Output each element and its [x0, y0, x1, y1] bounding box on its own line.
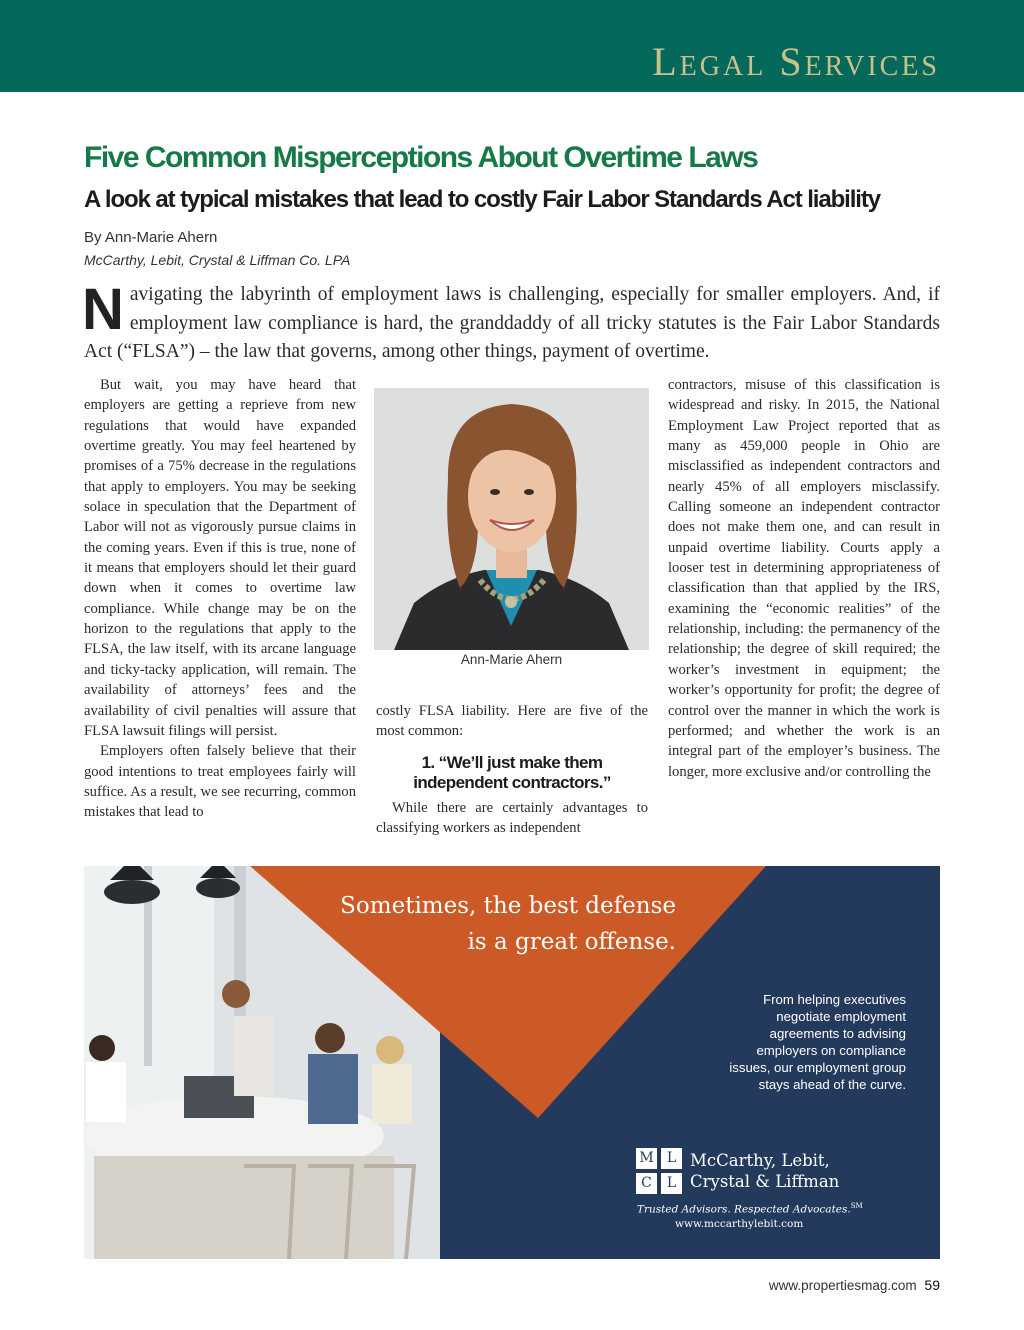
logo-letter: M [636, 1148, 657, 1169]
author-portrait-illustration [374, 388, 649, 650]
ad-headline-line: is a great offense. [467, 929, 676, 955]
section-heading: 1. “We’ll just make them independent contractors.” [413, 752, 611, 792]
firm-name [690, 1150, 839, 1192]
author-photo [374, 388, 649, 650]
firm-logo [636, 1148, 866, 1198]
column-right [668, 375, 940, 782]
firm-name-line: McCarthy, Lebit, [690, 1151, 830, 1170]
column-left [84, 375, 356, 823]
intro-text: avigating the labyrinth of employment laws is challenging, especially for smaller employers. And, if employment law compliance is hard, the granddaddy of all tricky statutes is the Fair Labor Standards Act (“FLSA”) – the law that governs, among other things, payment of overtime. [84, 284, 940, 362]
ad-body-text: From helping executives negotiate employment agreements to advising employers on compliance issues, our employment group stays ahead of the curve. [729, 992, 906, 1092]
logo-letter: C [636, 1173, 657, 1194]
photo-caption: Ann-Marie Ahern [460, 652, 563, 667]
ad-url[interactable]: www.mccarthylebit.com [675, 1218, 804, 1230]
logo-monogram [636, 1148, 684, 1196]
byline: By Ann-Marie Ahern [84, 229, 218, 246]
footer-url[interactable]: www.propertiesmag.com [768, 1278, 917, 1293]
article-title: Five Common Misperceptions About Overtime Laws [84, 141, 758, 174]
ad-headline-line: Sometimes, the best defense [340, 893, 676, 919]
service-mark: SM [850, 1202, 863, 1210]
section-title: Legal Services [652, 39, 940, 84]
body-paragraph: contractors, misuse of this classification is widespread and risky. In 2015, the National Employment Law Project reported that as many as 459,000 people in Ohio are misclassified as independent contractors and nearly 45% of all employers misclassify. Calling someone an independent contractor does not make them one, and can result in unpaid overtime liability. Courts apply a looser test in determining appropriateness of classification than that applied by the IRS, examining the “economic realities” of the relationship, including: the permanency of the relationship; the degree of skill required; the worker’s investment in equipment; the worker’s opportunity for profit; the degree of control over the manner in which the work is performed; and whether the work is an integral part of the employer’s business. The longer, more exclusive and/or controlling the [668, 377, 940, 780]
logo-letter: L [661, 1173, 682, 1194]
ad-tagline [637, 1202, 863, 1216]
column-middle [376, 701, 648, 838]
advertisement [84, 866, 940, 1259]
article-subtitle: A look at typical mistakes that lead to costly Fair Labor Standards Act liability [84, 186, 881, 213]
ad-headline [314, 888, 676, 960]
page-footer [769, 1277, 940, 1293]
body-paragraph: Employers often falsely believe that their good intentions to treat employees fairly will suffice. As a result, we see recurring, common mistakes that lead to [84, 743, 356, 821]
body-paragraph: costly FLSA liability. Here are five of the most common: [376, 703, 648, 740]
tagline-text: Trusted Advisors. Respected Advocates. [637, 1203, 851, 1216]
author-affiliation: McCarthy, Lebit, Crystal & Liffman Co. LPA [84, 252, 351, 268]
body-paragraph: While there are certainly advantages to classifying workers as independent [376, 799, 648, 837]
intro-paragraph [82, 277, 940, 367]
drop-cap: N [82, 277, 124, 342]
page-number: 59 [924, 1277, 940, 1293]
firm-name-line: Crystal & Liffman [690, 1172, 840, 1191]
body-paragraph: But wait, you may have heard that employers are getting a reprieve from new regulations that would have expanded overtime greatly. You may feel heartened by promises of a 75% decrease in the regulations that apply to employers. You may be seeking solace in speculation that the Department of Labor will not as vigorously pursue claims in the coming years. Even if this is true, none of it means that employers should let their guard down when it comes to overtime law compliance. While change may be on the horizon to the regulations that apply to the FLSA, the law itself, with its arcane language and ticky-tacky application, will remain. The availability of attorneys’ fees and the availability of civil penalties will assure that FLSA lawsuit filings will persist. [84, 377, 356, 739]
logo-letter: L [661, 1148, 682, 1169]
